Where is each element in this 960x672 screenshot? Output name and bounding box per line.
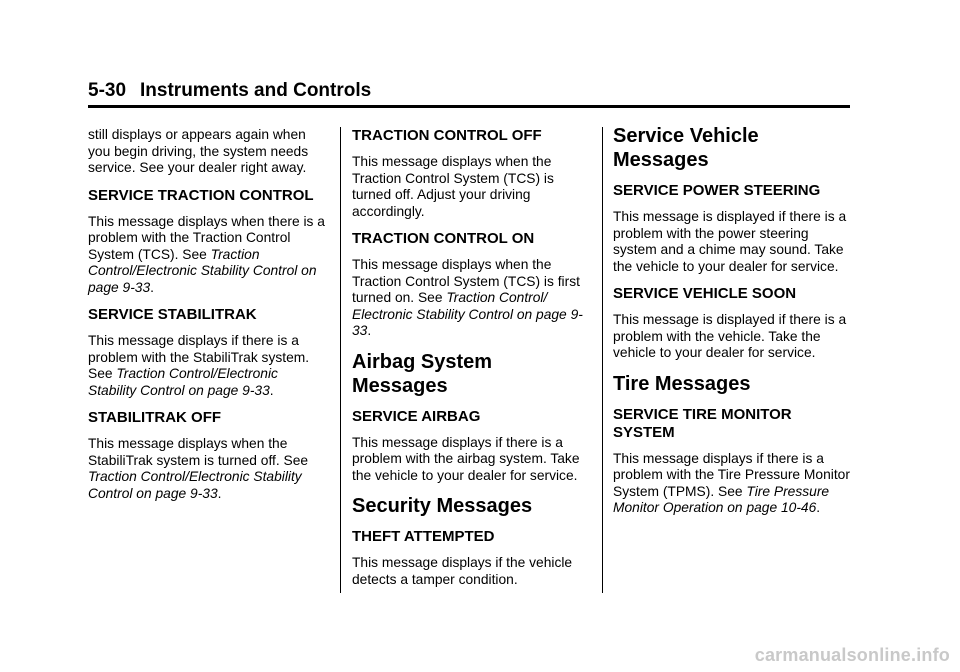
column-2: [352, 127, 590, 598]
paragraph-traction-control-on: This message displays when the Traction Control System (TCS) is first turned on. See Traction Control/ Electronic Stability Control on page 9-33.: [352, 257, 583, 338]
paragraph-service-power-steering: This message is displayed if there is a problem with the power steering system and a chime may sound. Take the vehicle to your dealer for service.: [613, 209, 847, 274]
paragraph-service-vehicle-soon: This message is displayed if there is a problem with the vehicle. Take the vehicle to your dealer for service.: [613, 312, 847, 360]
heading-traction-control-on: TRACTION CONTROL ON: [352, 230, 535, 247]
paragraph-service-traction-control: This message displays when there is a problem with the Traction Control System (TCS). See Traction Control/Electronic Stability Control on page 9-33.: [88, 213, 325, 295]
page-header: [88, 80, 850, 108]
column-1: [88, 127, 328, 512]
paragraph-service-stabilitrak: This message displays if there is a problem with the StabiliTrak system. See Traction Control/Electronic Stability Control on page 9-33.: [88, 333, 310, 398]
heading-traction-control-off: TRACTION CONTROL OFF: [352, 127, 542, 144]
watermark: carmanualsonline.info: [754, 645, 950, 665]
intro-paragraph: still displays or appears again when you begin driving, the system needs service. See your dealer right away.: [88, 127, 309, 175]
heading-stabilitrak-off: STABILITRAK OFF: [88, 409, 222, 426]
cross-reference-link[interactable]: Traction Control/ Electronic Stability Control on page 9-33: [352, 290, 583, 338]
heading-service-vehicle-soon: SERVICE VEHICLE SOON: [613, 285, 797, 302]
paragraph-service-tire-monitor: This message displays if there is a problem with the Tire Pressure Monitor System (TPMS). See Tire Pressure Monitor Operation on page 10-46.: [613, 450, 850, 515]
column-divider-1: [340, 127, 341, 593]
paragraph-theft-attempted: This message displays if the vehicle detects a tamper condition.: [352, 555, 573, 587]
paragraph-stabilitrak-off: This message displays when the StabiliTrak system is turned off. See Traction Control/Electronic Stability Control on page 9-33.: [88, 436, 309, 501]
section-title-service-vehicle: Service Vehicle Messages: [613, 125, 759, 171]
heading-service-tire-monitor: SERVICE TIRE MONITOR SYSTEM: [613, 405, 792, 441]
paragraph-traction-control-off: This message displays when the Traction Control System (TCS) is turned off. Adjust your driving accordingly.: [352, 154, 554, 219]
column-divider-2: [602, 127, 603, 593]
section-title-airbag: Airbag System Messages: [352, 350, 493, 397]
heading-theft-attempted: THEFT ATTEMPTED: [352, 528, 495, 545]
heading-service-traction-control: SERVICE TRACTION CONTROL: [88, 186, 314, 204]
section-title-security: Security Messages: [352, 495, 533, 517]
heading-service-power-steering: SERVICE POWER STEERING: [613, 182, 821, 199]
cross-reference-link[interactable]: Traction Control/Electronic Stability Control on page 9-33: [88, 366, 278, 398]
cross-reference-link[interactable]: Tire Pressure Monitor Operation on page 10-46: [613, 483, 830, 515]
page-number: 5-30: [88, 80, 127, 101]
paragraph-service-airbag: This message displays if there is a problem with the airbag system. Take the vehicle to your dealer for service.: [352, 434, 580, 483]
chapter-title: Instruments and Controls: [140, 80, 372, 101]
section-title-tire: Tire Messages: [613, 372, 751, 395]
cross-reference-link[interactable]: Traction Control/Electronic Stability Control on page 9-33: [88, 246, 317, 295]
cross-reference-link[interactable]: Traction Control/Electronic Stability Control on page 9-33: [88, 469, 302, 501]
heading-service-airbag: SERVICE AIRBAG: [352, 407, 481, 425]
heading-service-stabilitrak: SERVICE STABILITRAK: [88, 306, 257, 323]
column-3: [613, 127, 855, 527]
